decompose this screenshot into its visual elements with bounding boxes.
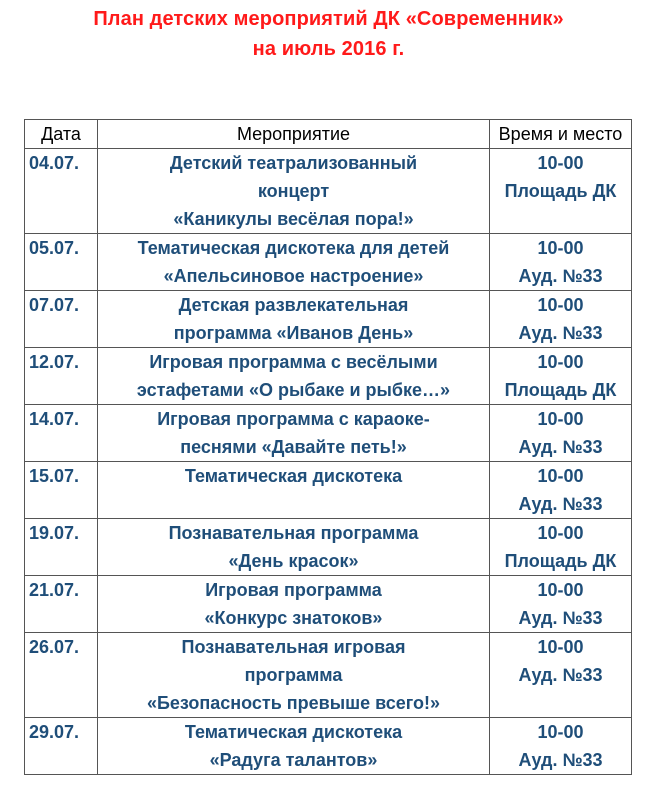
- header-date: Дата: [25, 120, 98, 149]
- event-time: 10-00: [537, 722, 584, 742]
- event-title: [98, 405, 490, 462]
- event-title-line: Детский театрализованный: [169, 153, 418, 173]
- event-title-line: эстафетами «О рыбаке и рыбке…»: [136, 380, 451, 400]
- event-title: [98, 348, 490, 405]
- event-time-place: [490, 234, 632, 291]
- event-date: 14.07.: [25, 405, 98, 462]
- event-place: Площадь ДК: [504, 551, 617, 571]
- event-date: 29.07.: [25, 718, 98, 775]
- event-time: 10-00: [537, 295, 584, 315]
- event-time: 10-00: [537, 238, 584, 258]
- event-time-place: [490, 348, 632, 405]
- event-title-line: «День красок»: [228, 551, 359, 571]
- event-time-place: [490, 519, 632, 576]
- table-row: [25, 348, 632, 405]
- event-date: 21.07.: [25, 576, 98, 633]
- event-title-line: Игровая программа с караоке-: [157, 409, 430, 429]
- event-date: 05.07.: [25, 234, 98, 291]
- event-title-line: концерт: [257, 181, 330, 201]
- page-title-line-2: на июль 2016 г.: [252, 38, 405, 60]
- event-title: [98, 576, 490, 633]
- event-time: 10-00: [537, 153, 584, 173]
- event-title-line: «Апельсиновое настроение»: [163, 266, 424, 286]
- table-body: [25, 149, 632, 775]
- event-title-line: Тематическая дискотека: [184, 466, 403, 486]
- event-place: Ауд. №33: [518, 437, 603, 457]
- table-row: [25, 718, 632, 775]
- table-row: [25, 291, 632, 348]
- table-row: [25, 576, 632, 633]
- event-place: Площадь ДК: [504, 380, 617, 400]
- event-time: 10-00: [537, 466, 584, 486]
- event-time: 10-00: [537, 637, 584, 657]
- events-table: [24, 119, 632, 775]
- event-time: 10-00: [537, 523, 584, 543]
- event-title: [98, 149, 490, 234]
- event-time: 10-00: [537, 580, 584, 600]
- event-title-line: программа: [244, 665, 343, 685]
- event-title: [98, 633, 490, 718]
- event-date: 26.07.: [25, 633, 98, 718]
- table-row: [25, 633, 632, 718]
- event-title: [98, 718, 490, 775]
- header-time-place: Время и место: [490, 120, 632, 149]
- table-row: [25, 234, 632, 291]
- table-row: [25, 405, 632, 462]
- event-place: Ауд. №33: [518, 608, 603, 628]
- page-title-line-1: План детских мероприятий ДК «Современник»: [93, 8, 564, 30]
- event-title-line: «Радуга талантов»: [209, 750, 378, 770]
- event-title-line: песнями «Давайте петь!»: [180, 437, 407, 457]
- event-title-line: Игровая программа с весёлыми: [149, 352, 438, 372]
- event-place: Площадь ДК: [504, 181, 617, 201]
- event-place: Ауд. №33: [518, 266, 603, 286]
- event-time-place: [490, 149, 632, 234]
- event-time-place: [490, 291, 632, 348]
- event-title-line: Познавательная программа: [168, 523, 419, 543]
- event-place: Ауд. №33: [518, 494, 603, 514]
- event-title-line: «Каникулы весёлая пора!»: [173, 209, 414, 229]
- event-place: Ауд. №33: [518, 323, 603, 343]
- table-header-row: [25, 120, 632, 149]
- event-date: 04.07.: [25, 149, 98, 234]
- event-title-line: Игровая программа: [205, 580, 382, 600]
- event-title-line: Тематическая дискотека для детей: [137, 238, 450, 258]
- event-title: [98, 234, 490, 291]
- event-time-place: [490, 718, 632, 775]
- event-date: 15.07.: [25, 462, 98, 519]
- event-time-place: [490, 405, 632, 462]
- event-title-line: «Безопасность превыше всего!»: [146, 693, 441, 713]
- event-title: [98, 519, 490, 576]
- page-title: [0, 4, 657, 64]
- table-row: [25, 149, 632, 234]
- event-date: 07.07.: [25, 291, 98, 348]
- event-time: 10-00: [537, 409, 584, 429]
- event-date: 12.07.: [25, 348, 98, 405]
- event-title: [98, 291, 490, 348]
- event-place: Ауд. №33: [518, 750, 603, 770]
- event-title-line: «Конкурс знатоков»: [204, 608, 383, 628]
- event-place: Ауд. №33: [518, 665, 603, 685]
- header-event: Мероприятие: [98, 120, 490, 149]
- event-title-line: Детская развлекательная: [178, 295, 409, 315]
- table-row: [25, 462, 632, 519]
- event-time: 10-00: [537, 352, 584, 372]
- event-time-place: [490, 462, 632, 519]
- event-time-place: [490, 633, 632, 718]
- table-row: [25, 519, 632, 576]
- event-title: [98, 462, 490, 519]
- event-time-place: [490, 576, 632, 633]
- event-title-line: Познавательная игровая: [181, 637, 406, 657]
- event-title-line: Тематическая дискотека: [184, 722, 403, 742]
- event-title-line: программа «Иванов День»: [173, 323, 414, 343]
- event-date: 19.07.: [25, 519, 98, 576]
